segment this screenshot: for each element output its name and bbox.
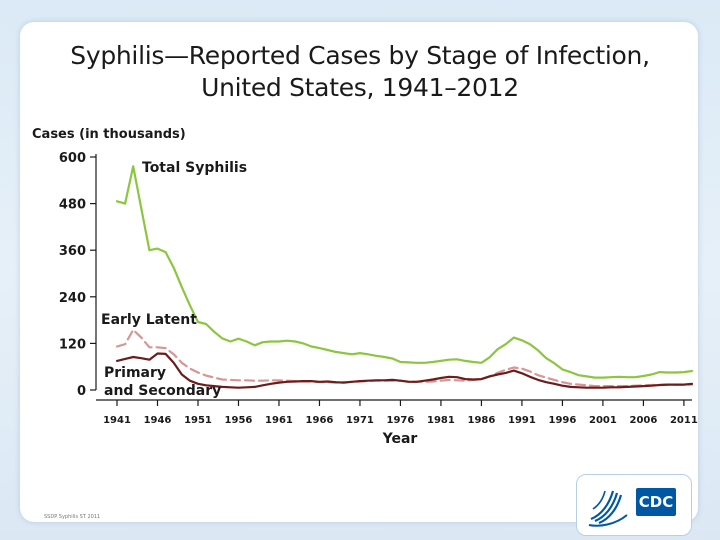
title-line-1: Syphilis—Reported Cases by Stage of Infection, — [70, 41, 650, 70]
x-tick-label: 1941 — [103, 415, 131, 426]
x-tick-label: 1966 — [305, 415, 334, 426]
x-tick-label: 1991 — [508, 415, 536, 426]
series-label-total-syphilis: Total Syphilis — [142, 160, 248, 176]
footer-note: SSDP Syphilis ST 2011 — [44, 514, 101, 520]
y-tick-label: 360 — [58, 244, 86, 260]
series-label-primary: Primary — [104, 365, 167, 381]
x-tick-label: 1971 — [346, 415, 374, 426]
series-line-total-syphilis — [117, 166, 692, 377]
x-tick-label: 2001 — [588, 415, 617, 426]
x-tick-label: 1951 — [184, 415, 212, 426]
y-tick-label: 600 — [58, 151, 86, 166]
series-label-secondary: and Secondary — [104, 383, 222, 399]
x-tick-label: 1946 — [143, 415, 172, 426]
y-tick-label: 120 — [58, 337, 86, 353]
y-axis-title: Cases (in thousands) — [32, 127, 186, 142]
x-axis-title: Year — [382, 431, 418, 447]
x-tick-label: 1981 — [427, 415, 455, 426]
y-tick-label: 0 — [76, 384, 86, 399]
x-tick-label: 1986 — [467, 415, 496, 426]
y-tick-label: 240 — [58, 290, 86, 306]
y-tick-label: 480 — [58, 197, 86, 213]
x-tick-label: 1956 — [224, 415, 253, 426]
cdc-logo-text: CDC — [636, 488, 676, 516]
x-tick-label: 2011 — [669, 415, 698, 426]
x-tick-label: 2006 — [629, 415, 658, 426]
title-line-2: United States, 1941–2012 — [201, 73, 519, 102]
x-tick-label: 1961 — [265, 415, 293, 426]
x-tick-label: 1976 — [386, 415, 415, 426]
series-label-early-latent: Early Latent — [101, 312, 197, 328]
x-tick-label: 1996 — [548, 415, 577, 426]
hhs-eagle-icon — [579, 475, 639, 535]
